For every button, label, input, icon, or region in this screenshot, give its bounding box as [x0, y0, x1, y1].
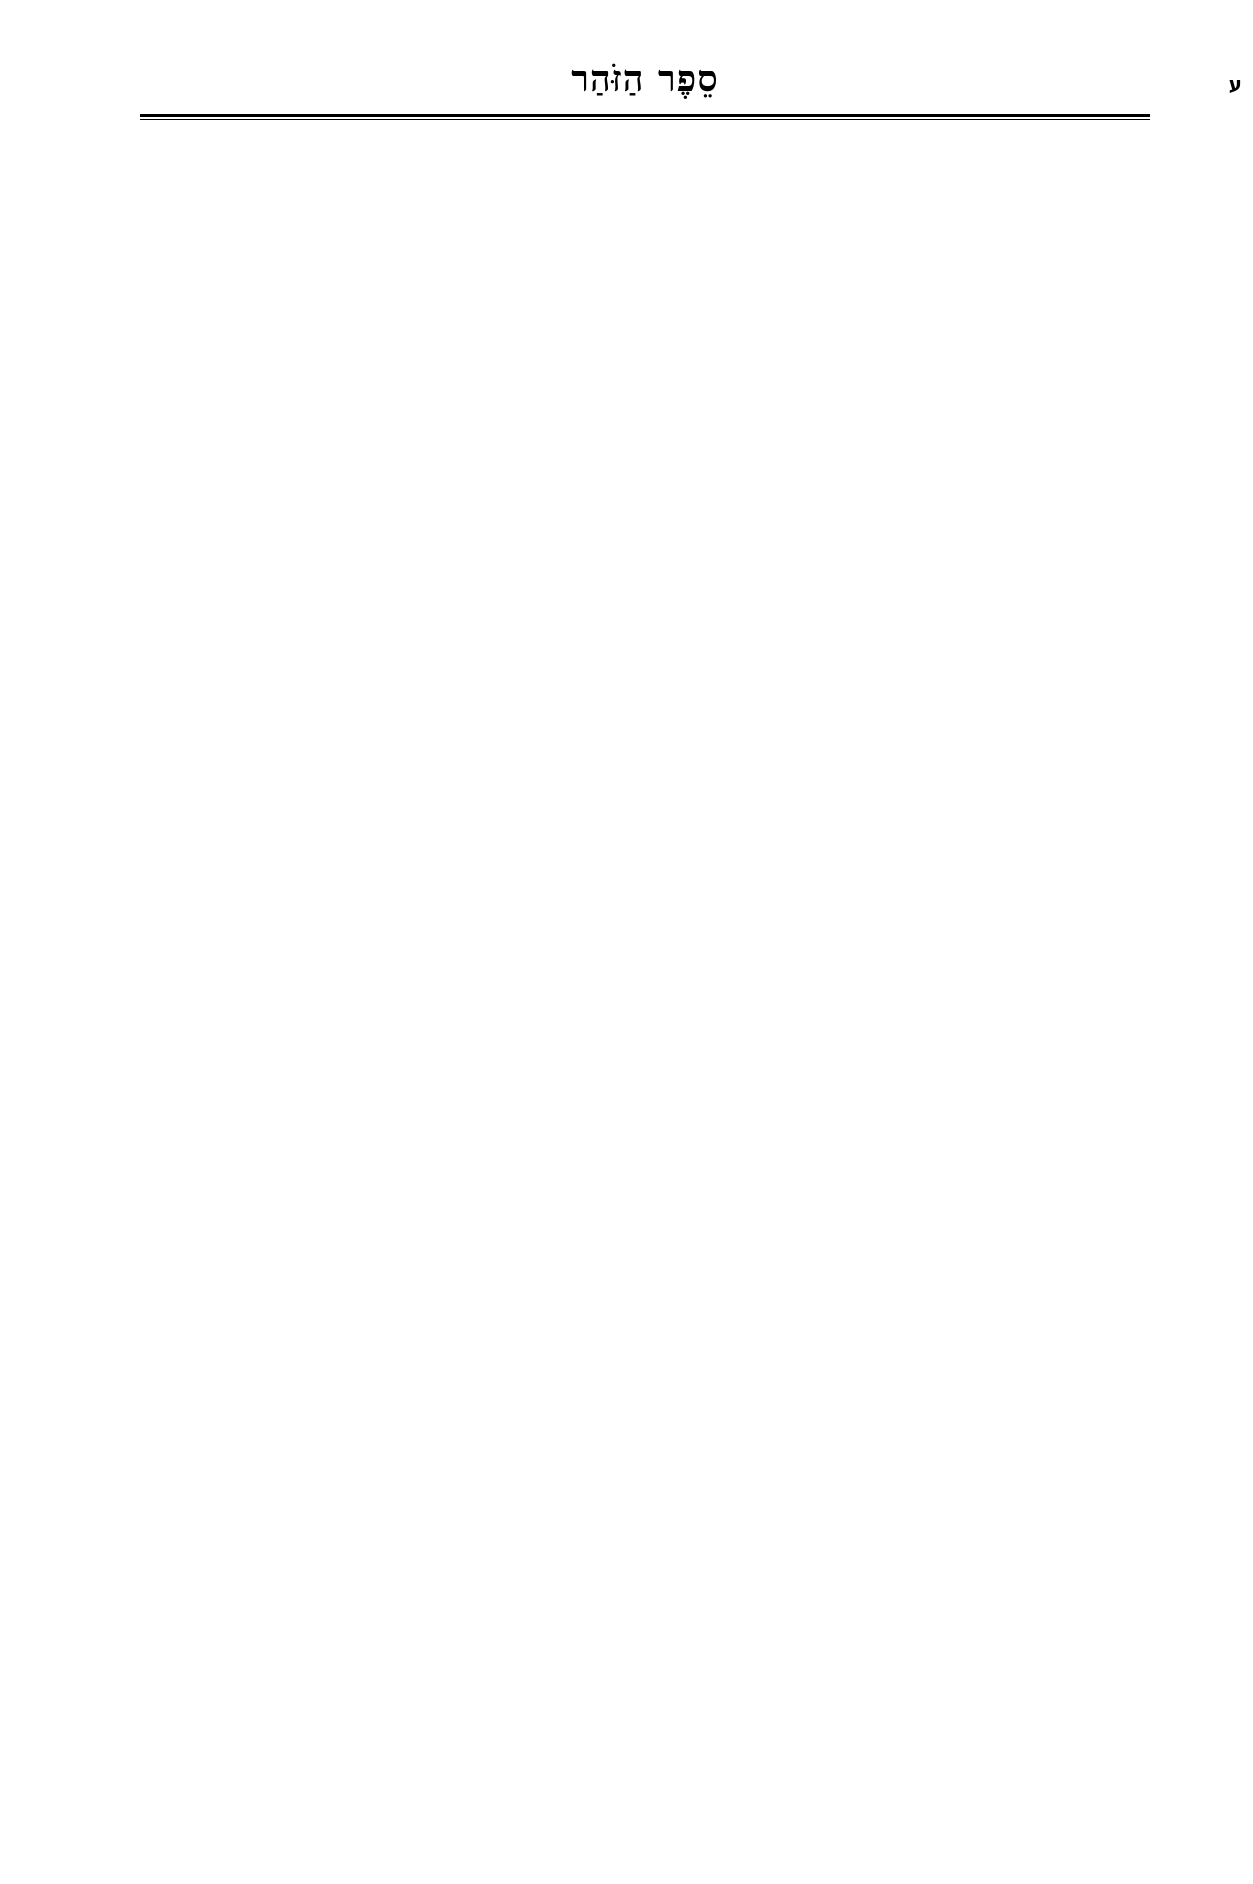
- text-line: [140, 1140, 1150, 1188]
- paragraph: [140, 658, 1150, 803]
- text-line: [140, 1044, 1150, 1092]
- text-line: [140, 1670, 1150, 1718]
- text-line: [140, 851, 1150, 899]
- text-line: [140, 1188, 1150, 1236]
- text-line: [140, 176, 1150, 224]
- book-title: סֵפֶר הַזֹּהַר: [571, 58, 719, 100]
- text-line: [140, 1622, 1150, 1670]
- paragraph: [140, 128, 1150, 273]
- text-line: [140, 610, 1150, 658]
- text-line: [140, 1381, 1150, 1429]
- text-line: [140, 562, 1150, 610]
- paragraph: [140, 273, 1150, 321]
- text-line: [140, 273, 1150, 321]
- paragraph: [140, 1381, 1150, 1574]
- paragraph: [140, 610, 1150, 658]
- text-line: [140, 224, 1150, 272]
- paragraph: [140, 1574, 1150, 1815]
- text-line: [140, 417, 1150, 465]
- text-line: [140, 369, 1150, 417]
- paragraph: [140, 321, 1150, 610]
- text-line: [140, 899, 1150, 947]
- text-line: [140, 706, 1150, 754]
- text-line: [140, 1092, 1150, 1140]
- header-divider: [140, 114, 1150, 120]
- page-header: [140, 58, 1242, 114]
- paragraph: [140, 803, 1150, 851]
- text-line: [140, 1815, 1150, 1863]
- text-line: [140, 947, 1150, 995]
- paragraph: [140, 851, 1150, 1140]
- text-line: [140, 321, 1150, 369]
- text-line: [140, 1429, 1150, 1477]
- text-body: [140, 128, 1150, 1848]
- text-line: [140, 465, 1150, 513]
- text-line: [140, 803, 1150, 851]
- text-line: [140, 658, 1150, 706]
- text-line: [140, 1477, 1150, 1525]
- text-line: [140, 1525, 1150, 1573]
- text-line: [140, 128, 1150, 176]
- text-line: [140, 514, 1150, 562]
- text-line: [140, 1333, 1150, 1381]
- text-line: [140, 1236, 1150, 1284]
- text-line: [140, 1718, 1150, 1766]
- text-line: [140, 995, 1150, 1043]
- text-line: [140, 1285, 1150, 1333]
- paragraph: [140, 1815, 1150, 1863]
- page-number: ע: [1228, 72, 1242, 96]
- paragraph: [140, 1140, 1150, 1381]
- text-line: [140, 754, 1150, 802]
- text-line: [140, 1766, 1150, 1814]
- text-line: [140, 1574, 1150, 1622]
